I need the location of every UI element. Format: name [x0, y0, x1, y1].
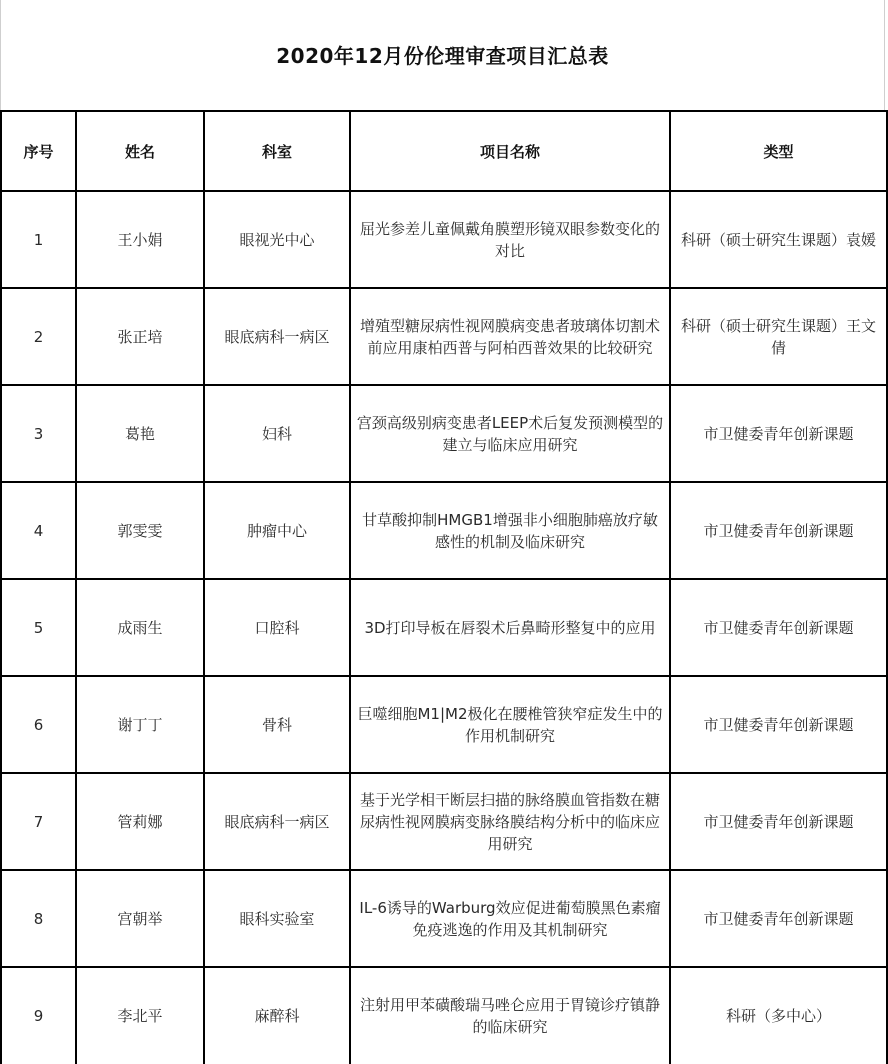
cell-dept: 麻醉科 — [204, 967, 350, 1064]
cell-project: 注射用甲苯磺酸瑞马唑仑应用于胃镜诊疗镇静的临床研究 — [350, 967, 670, 1064]
table-row — [1, 676, 887, 773]
cell-project: 屈光参差儿童佩戴角膜塑形镜双眼参数变化的对比 — [350, 191, 670, 288]
cell-dept: 妇科 — [204, 385, 350, 482]
header-type: 类型 — [670, 111, 887, 191]
cell-name: 张正培 — [76, 288, 204, 385]
header-row — [1, 111, 887, 191]
table-row — [1, 288, 887, 385]
cell-dept: 眼底病科一病区 — [204, 773, 350, 870]
cell-project: 甘草酸抑制HMGB1增强非小细胞肺癌放疗敏感性的机制及临床研究 — [350, 482, 670, 579]
table-row — [1, 482, 887, 579]
table-row — [1, 870, 887, 967]
cell-type: 市卫健委青年创新课题 — [670, 870, 887, 967]
cell-type: 市卫健委青年创新课题 — [670, 773, 887, 870]
cell-seq: 7 — [1, 773, 76, 870]
cell-project: 巨噬细胞M1|M2极化在腰椎管狭窄症发生中的作用机制研究 — [350, 676, 670, 773]
cell-seq: 4 — [1, 482, 76, 579]
header-seq: 序号 — [1, 111, 76, 191]
cell-dept: 骨科 — [204, 676, 350, 773]
cell-type: 市卫健委青年创新课题 — [670, 579, 887, 676]
cell-project: 增殖型糖尿病性视网膜病变患者玻璃体切割术前应用康柏西普与阿柏西普效果的比较研究 — [350, 288, 670, 385]
cell-name: 成雨生 — [76, 579, 204, 676]
table-row — [1, 967, 887, 1064]
cell-seq: 8 — [1, 870, 76, 967]
review-table — [0, 110, 888, 1064]
cell-type: 市卫健委青年创新课题 — [670, 482, 887, 579]
sheet-title: 2020年12月份伦理审查项目汇总表 — [276, 44, 609, 68]
cell-seq: 9 — [1, 967, 76, 1064]
cell-project: 宫颈高级别病变患者LEEP术后复发预测模型的建立与临床应用研究 — [350, 385, 670, 482]
header-dept: 科室 — [204, 111, 350, 191]
cell-project: IL-6诱导的Warburg效应促进葡萄膜黑色素瘤免疫逃逸的作用及其机制研究 — [350, 870, 670, 967]
header-project: 项目名称 — [350, 111, 670, 191]
cell-name: 管莉娜 — [76, 773, 204, 870]
cell-seq: 5 — [1, 579, 76, 676]
cell-dept: 眼视光中心 — [204, 191, 350, 288]
cell-type: 科研（硕士研究生课题）袁媛 — [670, 191, 887, 288]
cell-name: 葛艳 — [76, 385, 204, 482]
cell-dept: 肿瘤中心 — [204, 482, 350, 579]
cell-dept: 眼底病科一病区 — [204, 288, 350, 385]
table-row — [1, 579, 887, 676]
cell-type: 科研（硕士研究生课题）王文倩 — [670, 288, 887, 385]
cell-name: 谢丁丁 — [76, 676, 204, 773]
cell-seq: 6 — [1, 676, 76, 773]
cell-type: 市卫健委青年创新课题 — [670, 676, 887, 773]
cell-type: 市卫健委青年创新课题 — [670, 385, 887, 482]
title-bar — [0, 0, 885, 110]
cell-name: 宫朝举 — [76, 870, 204, 967]
cell-project: 基于光学相干断层扫描的脉络膜血管指数在糖尿病性视网膜病变脉络膜结构分析中的临床应用研究 — [350, 773, 670, 870]
cell-seq: 2 — [1, 288, 76, 385]
cell-name: 郭雯雯 — [76, 482, 204, 579]
cell-dept: 眼科实验室 — [204, 870, 350, 967]
cell-type: 科研（多中心） — [670, 967, 887, 1064]
header-name: 姓名 — [76, 111, 204, 191]
cell-dept: 口腔科 — [204, 579, 350, 676]
cell-seq: 3 — [1, 385, 76, 482]
cell-name: 王小娟 — [76, 191, 204, 288]
table-row — [1, 385, 887, 482]
table-row — [1, 191, 887, 288]
table-row — [1, 773, 887, 870]
cell-name: 李北平 — [76, 967, 204, 1064]
cell-project: 3D打印导板在唇裂术后鼻畸形整复中的应用 — [350, 579, 670, 676]
cell-seq: 1 — [1, 191, 76, 288]
